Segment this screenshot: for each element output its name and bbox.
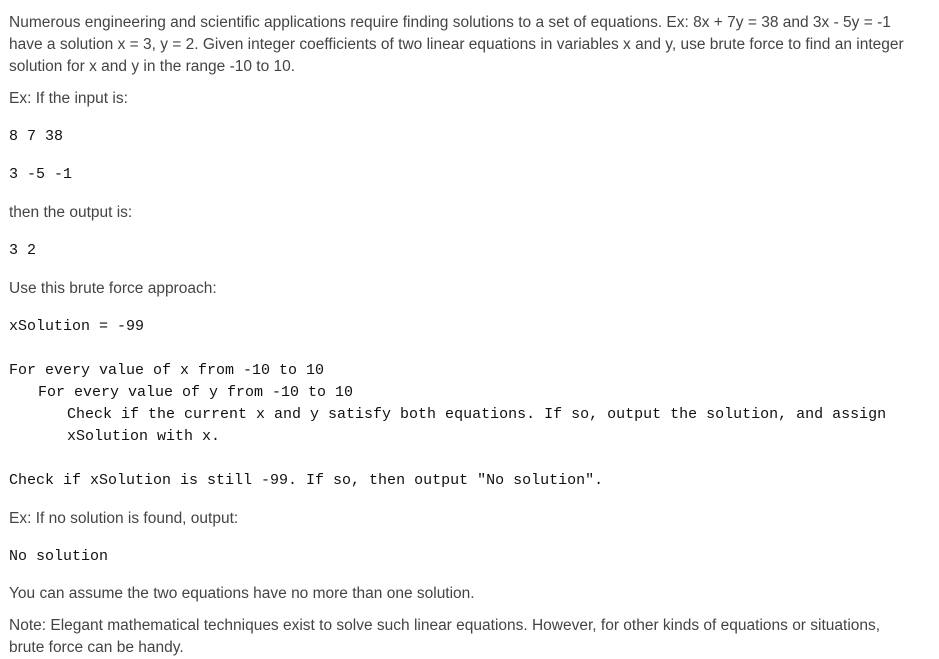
pseudocode-line-3: For every value of y from -10 to 10 [38, 384, 354, 401]
approach-label: Use this brute force approach: [9, 280, 217, 297]
no-solution-output: No solution [9, 548, 109, 565]
approach-pseudocode [9, 316, 914, 492]
note-text: Note: Elegant mathematical techniques exist to solve such linear equations. However, for other kinds of equations or situations, brute force can be handy. [9, 617, 881, 656]
pseudocode-line-4: Check if the current x and y satisfy both equations. If so, output the solution, and assign xSolution with x. [67, 406, 887, 445]
example-input-line-2: 3 -5 -1 [9, 166, 73, 183]
pseudocode-line-1: xSolution = -99 [9, 318, 145, 335]
pseudocode-line-2: For every value of x from -10 to 10 [9, 362, 325, 379]
pseudocode-line-5: Check if xSolution is still -99. If so, then output "No solution". [9, 472, 604, 489]
assumption-text: You can assume the two equations have no more than one solution. [9, 585, 475, 602]
example-output: 3 2 [9, 242, 37, 259]
no-solution-label: Ex: If no solution is found, output: [9, 510, 239, 527]
example-input-line-1: 8 7 38 [9, 128, 64, 145]
example-input-label: Ex: If the input is: [9, 90, 128, 107]
problem-statement [9, 12, 914, 659]
intro-paragraph: Numerous engineering and scientific applications require finding solutions to a set of equations. Ex: 8x + 7y = 38 and 3x - 5y = -1 have a solution x = 3, y = 2. Given integer coefficients of two linear equations in variables x and y, use brute force to find an integer solution for x and y in the range -10 to 10. [9, 14, 904, 75]
example-output-label: then the output is: [9, 204, 133, 221]
